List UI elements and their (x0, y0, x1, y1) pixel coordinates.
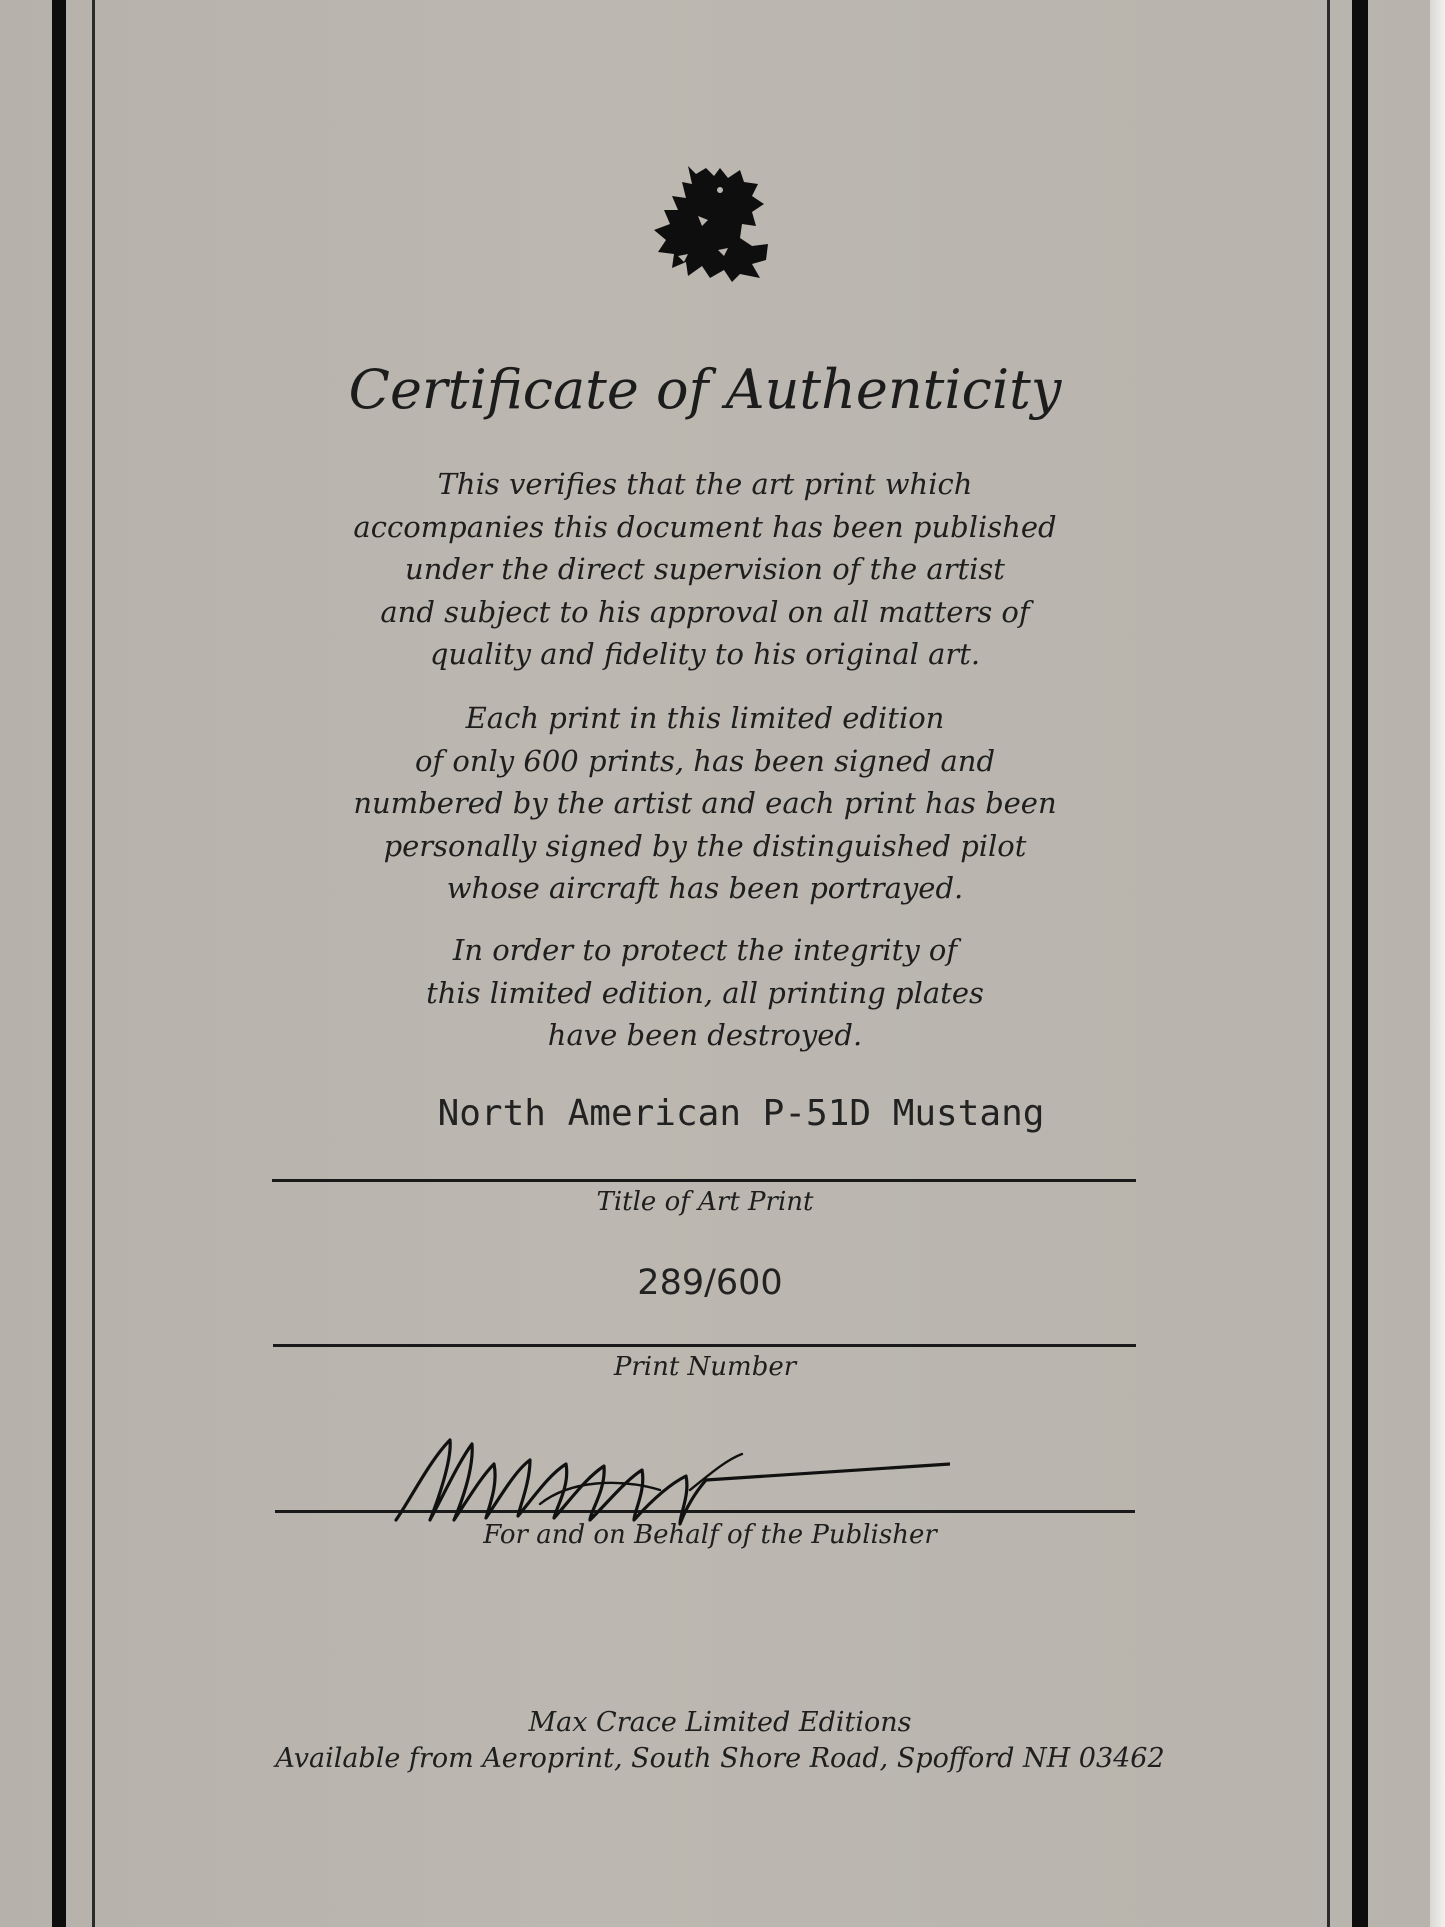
publisher-name: Max Crace Limited Editions (528, 1707, 912, 1738)
paragraph-line: personally signed by the distinguished pilot (383, 828, 1027, 863)
paragraph-line: this limited edition, all printing plates (426, 975, 984, 1010)
paragraph-line: quality and fidelity to his original art. (429, 637, 981, 671)
paragraph-line: and subject to his approval on all matters of (380, 594, 1030, 629)
print-number-caption: Print Number (613, 1352, 797, 1382)
border-left-thick (52, 0, 66, 1927)
title-caption: Title of Art Print (596, 1187, 814, 1217)
paragraph-line: This verifies that the art print which (437, 467, 973, 501)
number-underline (273, 1344, 1136, 1347)
paragraph-line: whose aircraft has been portrayed. (446, 871, 964, 905)
paragraph-line: Each print in this limited edition (465, 701, 945, 735)
integrity-paragraph (300, 929, 1110, 1057)
title-underline (272, 1179, 1136, 1182)
publisher-address: Available from Aeroprint, South Shore Road, Spofford NH 03462 (275, 1743, 1165, 1774)
paragraph-line: have been destroyed. (547, 1018, 863, 1052)
paragraph-line: numbered by the artist and each print has been (353, 786, 1057, 820)
edition-paragraph (300, 697, 1110, 910)
signature-caption: For and on Behalf of the Publisher (483, 1520, 937, 1550)
border-right-thick (1352, 0, 1368, 1927)
page-edge (1430, 0, 1445, 1927)
certificate-title: Certificate of Authenticity (348, 358, 1062, 421)
print-number-value: 289/600 (637, 1263, 783, 1303)
border-right-thin (1327, 0, 1330, 1927)
paragraph-line: accompanies this document has been published (353, 509, 1057, 544)
art-print-title-value: North American P-51D Mustang (437, 1093, 1045, 1134)
paragraph-line: under the direct supervision of the artist (405, 552, 1005, 586)
verification-paragraph (300, 463, 1110, 676)
border-left-thin (92, 0, 95, 1927)
paragraph-line: of only 600 prints, has been signed and (414, 743, 996, 778)
paragraph-line: In order to protect the integrity of (452, 933, 958, 967)
heraldic-lion-icon (648, 160, 774, 286)
